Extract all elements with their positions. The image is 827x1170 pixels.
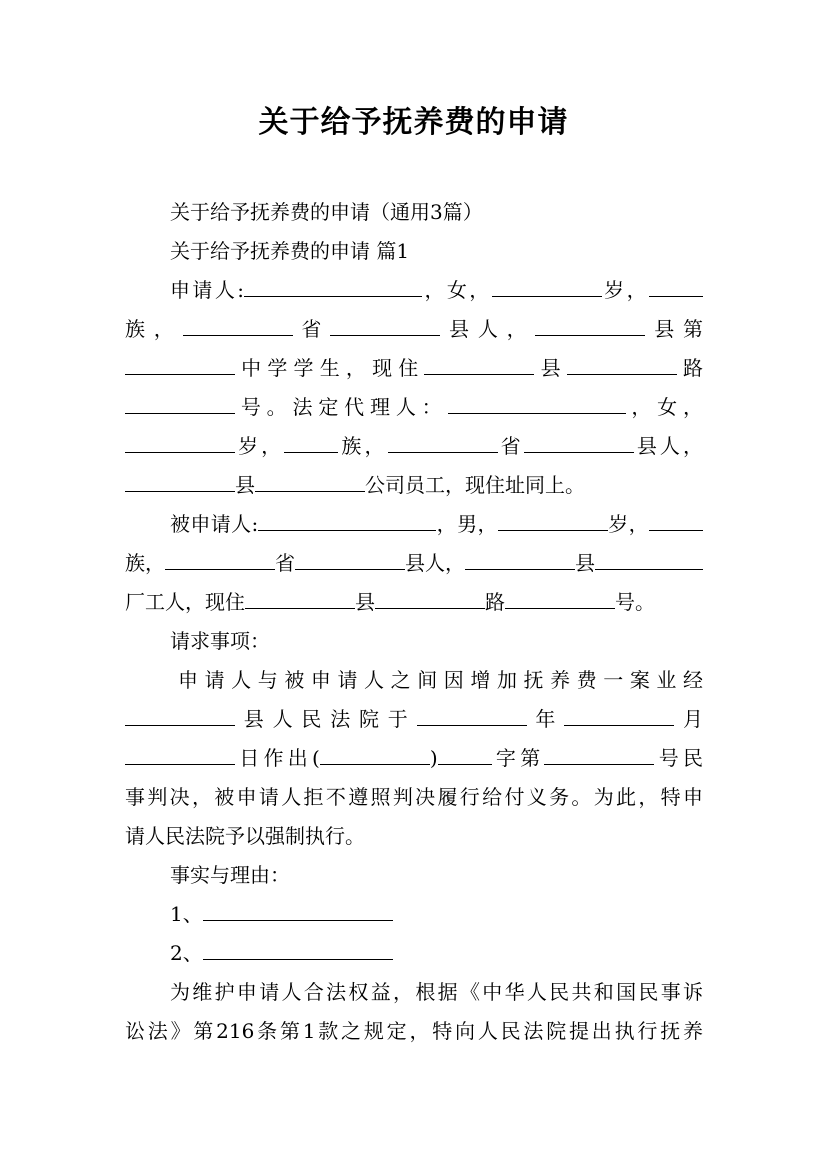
blank-field <box>465 544 575 570</box>
applicant-line-6: 县 公司员工，现住址同上。 <box>125 465 703 505</box>
blank-field <box>330 310 440 336</box>
facts-heading: 事实与理由： <box>170 863 290 887</box>
document-title: 关于给予抚养费的申请 <box>258 105 569 140</box>
fact-item-2: 2、 <box>170 933 703 973</box>
subtitle: 关于给予抚养费的申请（通用3篇） <box>170 200 483 224</box>
request-line-5: 请人民法院予以强制执行。 <box>125 824 365 848</box>
blank-field <box>295 544 405 570</box>
blank-field <box>375 583 485 609</box>
blank-field <box>498 505 608 531</box>
blank-field <box>417 700 527 726</box>
blank-field <box>544 739 654 765</box>
blank-field <box>320 739 430 765</box>
request-line-1: 申请人与被申请人之间因增加抚养费一案业经 <box>178 668 703 692</box>
blank-field <box>125 739 235 765</box>
fact-item-1: 1、 <box>170 894 703 934</box>
blank-field <box>245 583 355 609</box>
blank-field <box>448 388 626 414</box>
blank-field <box>388 427 498 453</box>
blank-field <box>649 271 703 297</box>
blank-field <box>438 739 492 765</box>
blank-field <box>492 271 602 297</box>
blank-field <box>255 466 365 492</box>
blank-field <box>203 934 393 960</box>
blank-field <box>125 388 235 414</box>
blank-field <box>505 583 615 609</box>
applicant-line-4: 号。法定代理人： ，女， <box>125 387 703 427</box>
request-heading: 请求事项： <box>170 629 270 653</box>
blank-field <box>244 271 422 297</box>
blank-field <box>165 544 275 570</box>
closing-line-1: 为维护申请人合法权益，根据《中华人民共和国民事诉 <box>170 980 703 1004</box>
blank-field <box>524 427 634 453</box>
applicant-line-3: 中学学生，现住 县 路 <box>125 348 703 388</box>
blank-field <box>649 505 703 531</box>
blank-field <box>567 349 677 375</box>
request-line-3: 日作出( ) 字第 号民 <box>125 738 703 778</box>
blank-field <box>424 349 534 375</box>
respondent-line-1: 被申请人: ，男， 岁， <box>170 504 703 544</box>
blank-field <box>203 895 393 921</box>
blank-field <box>595 544 703 570</box>
blank-field <box>125 700 235 726</box>
blank-field <box>535 310 645 336</box>
applicant-line-1: 申请人: ，女， 岁， <box>170 270 703 310</box>
blank-field <box>284 427 338 453</box>
applicant-line-5: 岁， 族， 省 县人， <box>125 426 703 466</box>
respondent-line-3: 厂工人，现住 县 路 号。 <box>125 582 703 622</box>
applicant-line-2: 族， 省 县人， 县第 <box>125 309 703 349</box>
request-line-2: 县人民法院于 年 月 <box>125 699 703 739</box>
request-line-4: 事判决，被申请人拒不遵照判决履行给付义务。为此，特申 <box>125 785 703 809</box>
blank-field <box>125 349 235 375</box>
closing-line-2: 讼法》第216条第1款之规定，特向人民法院提出执行抚养 <box>125 1019 703 1043</box>
blank-field <box>564 700 674 726</box>
blank-field <box>183 310 293 336</box>
blank-field <box>258 505 436 531</box>
respondent-line-2: 族， 省 县人， 县 <box>125 543 703 583</box>
blank-field <box>125 427 235 453</box>
blank-field <box>125 466 235 492</box>
section-heading: 关于给予抚养费的申请 篇1 <box>170 239 410 263</box>
